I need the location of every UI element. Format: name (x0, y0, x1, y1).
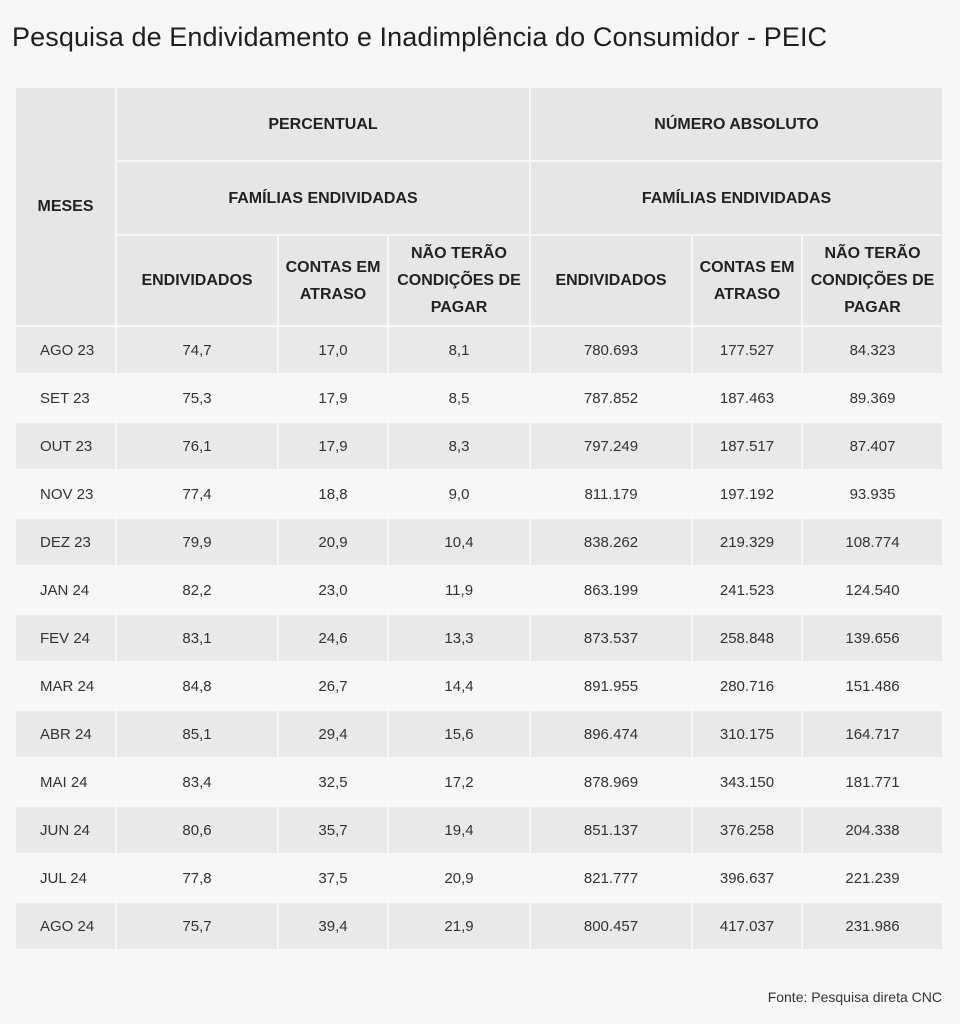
cell-pct-contas-atraso: 17,0 (279, 327, 387, 373)
cell-pct-endividados: 84,8 (117, 663, 277, 709)
cell-abs-contas-atraso: 280.716 (693, 663, 801, 709)
header-meses: MESES (16, 88, 115, 325)
cell-abs-contas-atraso: 219.329 (693, 519, 801, 565)
cell-pct-contas-atraso: 24,6 (279, 615, 387, 661)
cell-abs-endividados: 838.262 (531, 519, 691, 565)
cell-mes: AGO 23 (16, 327, 115, 373)
cell-pct-nao-terao: 15,6 (389, 711, 529, 757)
table-row (16, 903, 942, 949)
cell-pct-endividados: 85,1 (117, 711, 277, 757)
cell-abs-endividados: 821.777 (531, 855, 691, 901)
header-percentual: PERCENTUAL (117, 88, 529, 160)
cell-abs-nao-terao: 84.323 (803, 327, 942, 373)
header-endividados-pct: ENDIVIDADOS (117, 236, 277, 325)
cell-pct-contas-atraso: 18,8 (279, 471, 387, 517)
cell-pct-endividados: 77,8 (117, 855, 277, 901)
table-row (16, 615, 942, 661)
cell-abs-endividados: 851.137 (531, 807, 691, 853)
table-row (16, 519, 942, 565)
cell-abs-nao-terao: 181.771 (803, 759, 942, 805)
cell-pct-contas-atraso: 37,5 (279, 855, 387, 901)
cell-pct-nao-terao: 14,4 (389, 663, 529, 709)
cell-pct-contas-atraso: 17,9 (279, 375, 387, 421)
cell-abs-contas-atraso: 241.523 (693, 567, 801, 613)
cell-abs-endividados: 787.852 (531, 375, 691, 421)
page-title: Pesquisa de Endividamento e Inadimplência do Consumidor - PEIC (12, 22, 828, 52)
cell-abs-nao-terao: 204.338 (803, 807, 942, 853)
cell-pct-nao-terao: 19,4 (389, 807, 529, 853)
cell-mes: JAN 24 (16, 567, 115, 613)
cell-abs-endividados: 797.249 (531, 423, 691, 469)
cell-pct-nao-terao: 11,9 (389, 567, 529, 613)
table-row (16, 807, 942, 853)
cell-mes: JUL 24 (16, 855, 115, 901)
header-endividados-abs: ENDIVIDADOS (531, 236, 691, 325)
cell-pct-endividados: 83,4 (117, 759, 277, 805)
cell-pct-contas-atraso: 35,7 (279, 807, 387, 853)
cell-pct-nao-terao: 17,2 (389, 759, 529, 805)
cell-abs-nao-terao: 93.935 (803, 471, 942, 517)
table-row (16, 855, 942, 901)
cell-pct-nao-terao: 20,9 (389, 855, 529, 901)
cell-abs-nao-terao: 89.369 (803, 375, 942, 421)
cell-pct-endividados: 74,7 (117, 327, 277, 373)
header-familias-endividadas-pct: FAMÍLIAS ENDIVIDADAS (117, 162, 529, 234)
cell-abs-nao-terao: 221.239 (803, 855, 942, 901)
table-row (16, 375, 942, 421)
cell-abs-endividados: 800.457 (531, 903, 691, 949)
table-row (16, 567, 942, 613)
cell-mes: AGO 24 (16, 903, 115, 949)
cell-abs-contas-atraso: 417.037 (693, 903, 801, 949)
cell-abs-nao-terao: 108.774 (803, 519, 942, 565)
cell-abs-nao-terao: 87.407 (803, 423, 942, 469)
cell-abs-nao-terao: 124.540 (803, 567, 942, 613)
cell-abs-contas-atraso: 187.463 (693, 375, 801, 421)
cell-mes: OUT 23 (16, 423, 115, 469)
source-note: Fonte: Pesquisa direta CNC (767, 989, 942, 1005)
cell-pct-nao-terao: 8,5 (389, 375, 529, 421)
cell-abs-endividados: 878.969 (531, 759, 691, 805)
cell-abs-contas-atraso: 258.848 (693, 615, 801, 661)
cell-pct-endividados: 80,6 (117, 807, 277, 853)
header-nao-terao-condicoes-pct: NÃO TERÃO CONDIÇÕES DE PAGAR (389, 236, 529, 325)
cell-pct-endividados: 79,9 (117, 519, 277, 565)
cell-pct-endividados: 83,1 (117, 615, 277, 661)
cell-abs-contas-atraso: 197.192 (693, 471, 801, 517)
cell-pct-contas-atraso: 32,5 (279, 759, 387, 805)
cell-pct-contas-atraso: 20,9 (279, 519, 387, 565)
cell-abs-nao-terao: 231.986 (803, 903, 942, 949)
cell-abs-contas-atraso: 376.258 (693, 807, 801, 853)
cell-pct-contas-atraso: 29,4 (279, 711, 387, 757)
cell-mes: MAI 24 (16, 759, 115, 805)
cell-abs-nao-terao: 151.486 (803, 663, 942, 709)
header-familias-endividadas-abs: FAMÍLIAS ENDIVIDADAS (531, 162, 942, 234)
table-row (16, 663, 942, 709)
cell-pct-endividados: 75,7 (117, 903, 277, 949)
header-nao-terao-condicoes-abs: NÃO TERÃO CONDIÇÕES DE PAGAR (803, 236, 942, 325)
cell-abs-contas-atraso: 396.637 (693, 855, 801, 901)
cell-pct-contas-atraso: 26,7 (279, 663, 387, 709)
cell-pct-nao-terao: 8,1 (389, 327, 529, 373)
cell-abs-contas-atraso: 187.517 (693, 423, 801, 469)
cell-pct-contas-atraso: 39,4 (279, 903, 387, 949)
cell-abs-endividados: 873.537 (531, 615, 691, 661)
cell-pct-endividados: 77,4 (117, 471, 277, 517)
cell-pct-contas-atraso: 17,9 (279, 423, 387, 469)
cell-mes: MAR 24 (16, 663, 115, 709)
cell-abs-contas-atraso: 310.175 (693, 711, 801, 757)
cell-abs-endividados: 863.199 (531, 567, 691, 613)
cell-pct-endividados: 76,1 (117, 423, 277, 469)
cell-pct-nao-terao: 8,3 (389, 423, 529, 469)
cell-abs-endividados: 896.474 (531, 711, 691, 757)
cell-pct-nao-terao: 9,0 (389, 471, 529, 517)
header-numero-absoluto: NÚMERO ABSOLUTO (531, 88, 942, 160)
cell-abs-endividados: 811.179 (531, 471, 691, 517)
cell-abs-nao-terao: 139.656 (803, 615, 942, 661)
cell-abs-nao-terao: 164.717 (803, 711, 942, 757)
cell-mes: DEZ 23 (16, 519, 115, 565)
table-row (16, 759, 942, 805)
cell-mes: JUN 24 (16, 807, 115, 853)
cell-pct-nao-terao: 13,3 (389, 615, 529, 661)
cell-mes: SET 23 (16, 375, 115, 421)
table-row (16, 423, 942, 469)
peic-table (14, 86, 944, 951)
header-contas-em-atraso-abs: CONTAS EM ATRASO (693, 236, 801, 325)
header-contas-em-atraso-pct: CONTAS EM ATRASO (279, 236, 387, 325)
cell-mes: NOV 23 (16, 471, 115, 517)
table-row (16, 327, 942, 373)
cell-abs-contas-atraso: 343.150 (693, 759, 801, 805)
table-row (16, 471, 942, 517)
cell-pct-endividados: 82,2 (117, 567, 277, 613)
cell-pct-nao-terao: 10,4 (389, 519, 529, 565)
cell-mes: FEV 24 (16, 615, 115, 661)
cell-pct-nao-terao: 21,9 (389, 903, 529, 949)
table-row (16, 711, 942, 757)
cell-abs-endividados: 780.693 (531, 327, 691, 373)
cell-mes: ABR 24 (16, 711, 115, 757)
cell-pct-endividados: 75,3 (117, 375, 277, 421)
cell-pct-contas-atraso: 23,0 (279, 567, 387, 613)
cell-abs-endividados: 891.955 (531, 663, 691, 709)
cell-abs-contas-atraso: 177.527 (693, 327, 801, 373)
